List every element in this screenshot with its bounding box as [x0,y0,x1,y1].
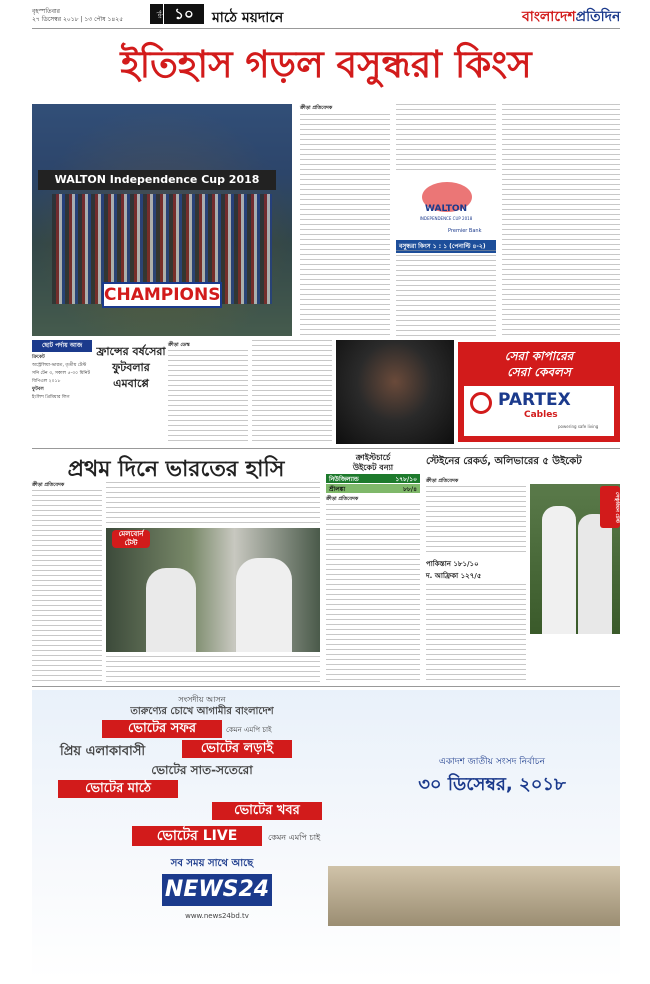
partex-ad: সেরা কাপারের সেরা কেবলস PARTEX Cables powering safe living [458,342,620,442]
lead-byline: ক্রীড়া প্রতিবেদক [300,105,333,111]
steyn-col-1 [426,486,526,556]
page-label: পৃষ্ঠা [150,4,163,24]
photo-banner: WALTON Independence Cup 2018 [38,170,276,190]
section-rule [32,448,620,449]
india-headline: প্রথম দিনে ভারতের হাসি [67,456,285,482]
header-day: বৃহস্পতিবার [32,8,60,15]
news24-url: www.news24bd.tv [185,912,249,920]
nz-score-row-1: নিউজিল্যান্ড ১৭৮/১০ [326,474,420,483]
ad-rule [32,686,620,687]
centurion-tag: সেঞ্চুরিয়ন টেস্ট [600,486,620,528]
champions-board: CHAMPIONS [102,282,222,308]
india-col-2 [106,482,320,524]
nz-score-row-2: শ্রীলঙ্কা ৮৮/৪ [326,484,420,493]
lead-col-2 [396,104,496,172]
steyn-byline: ক্রীড়া প্রতিবেদক [426,478,459,484]
lead-col-1 [300,114,390,336]
nz-byline: ক্রীড়া প্রতিবেদক [326,496,359,502]
france-headline: ফ্রান্সের বর্ষসেরা ফুটবলার এমবাপ্পে [96,345,166,390]
walton-logo: WALTON INDEPENDENCE CUP 2018 Premier Bank [398,174,494,240]
masthead-brand: বাংলাদেশপ্রতিদিন [522,9,621,25]
lead-headline: ইতিহাস গড়ল বসুন্ধরা কিংস [120,42,532,86]
steyn-score-1: পাকিস্তান ১৮১/১০ [426,560,479,568]
header-date: ২৭ ডিসেম্বর ২০১৮ | ১৩ পৌষ ১৪২৫ [32,16,124,23]
steyn-score-2: দ. আফ্রিকা ১২৭/৫ [426,572,482,580]
tv-today-label: ছোট পর্দায় আজ [32,340,92,352]
lead-col-4 [502,104,620,336]
france-byline: ক্রীড়া ডেস্ক [168,342,190,348]
lead-photo [32,104,292,336]
nz-headline: উইকেট বন্যা [352,463,394,472]
india-col-3 [106,656,320,682]
parliament-building [328,866,620,926]
nz-col [326,504,420,682]
steyn-col-2 [426,584,526,682]
france-col-2 [252,340,332,444]
header-rule [32,28,620,29]
india-byline: ক্রীড়া প্রতিবেদক [32,482,65,488]
india-col-1 [32,490,102,682]
lead-col-3 [396,250,496,336]
steyn-headline: স্টেইনের রেকর্ড, অলিভারের ৫ উইকেট [426,456,582,467]
news24-logo: NEWS24 [162,874,272,906]
nz-kicker: ক্রাইস্টচার্চে [355,453,391,462]
news24-ad: সংসদীয় আসন তারুণ্যের চোখে আগামীর বাংলাদেশ ভোটের সফর কেমন এমপি চাই প্রিয় এলাকাবাসী ভোটের লড়াই ভোটের সাত-সতেরো ভোটের মাঠে ভোটের খবর ভোটের LIVE কেমন এমপি চাই একাদশ জাতীয় সংসদ নির্বাচন ৩০ ডিসেম্বর, ২০১৮ সব সময় সাথে আছে NEWS24 www.news24bd.tv [32,690,620,980]
mbappe-photo [336,340,454,444]
melbourne-tag: মেলবোর্ন টেস্ট [112,530,150,548]
france-col-1 [168,350,248,444]
tv-listing: ক্রিকেট অস্ট্রেলিয়া-ভারত, তৃতীয় টেস্ট সনি টেন ৩, সকাল ৫-৩০ মিনিট বিপিএল ২০১৮ ফুটবল ইংলিশ প্রিমিয়ার লিগ [32,355,90,400]
lead-sidebar-title: বসুন্ধরা কিংস ১ : ১ (পেনাল্টি ৪-২) [396,240,496,253]
section-title: মাঠে ময়দানে [212,10,284,26]
page-number: ১০ [164,4,204,24]
